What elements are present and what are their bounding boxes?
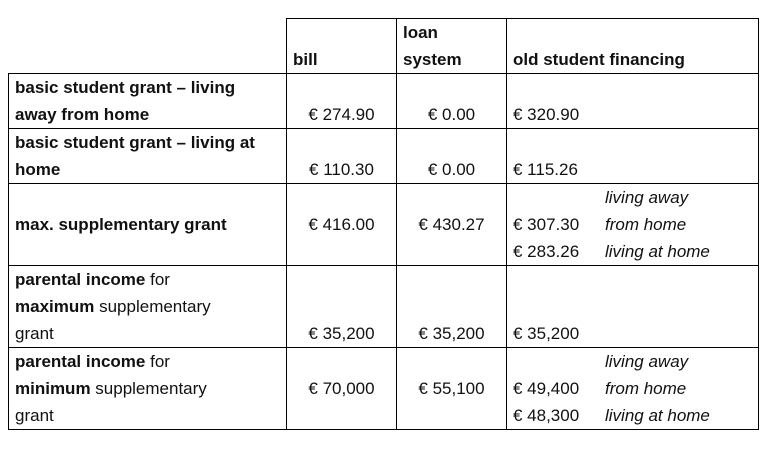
row-label-parental-income-max: parental income for maximum supplementary grant — [9, 266, 287, 348]
cell-bill: € 416.00 — [287, 184, 397, 266]
row-label-basic-grant-away: basic student grant – living away from home — [9, 74, 287, 129]
table-row — [9, 348, 759, 430]
cell-old: € 320.90 — [507, 74, 759, 129]
cell-old — [507, 184, 759, 266]
header-bill: bill — [287, 19, 397, 74]
header-old-student-financing: old student financing — [507, 19, 759, 74]
cell-loan: € 430.27 — [397, 184, 507, 266]
cell-loan: € 0.00 — [397, 129, 507, 184]
old-away-value: € 49,400 — [513, 379, 580, 398]
row-label-max-supplementary: max. supplementary grant — [9, 184, 287, 266]
cell-old: € 35,200 — [507, 266, 759, 348]
note-home: living at home — [605, 406, 710, 425]
header-row — [9, 19, 759, 74]
cell-bill: € 274.90 — [287, 74, 397, 129]
row-label-parental-income-min: parental income for minimum supplementary grant — [9, 348, 287, 430]
table-row — [9, 129, 759, 184]
old-home-value: € 283.26 — [513, 242, 580, 261]
header-empty-cell — [9, 19, 287, 74]
cell-old — [507, 348, 759, 430]
old-away-value: € 307.30 — [513, 215, 580, 234]
student-financing-table — [8, 18, 759, 430]
note-away-line2: from home — [605, 379, 687, 398]
cell-loan: € 55,100 — [397, 348, 507, 430]
header-loan-system: loan system — [397, 19, 507, 74]
old-home-value: € 48,300 — [513, 406, 580, 425]
cell-old: € 115.26 — [507, 129, 759, 184]
note-away-line1: living away — [605, 188, 689, 207]
table-row — [9, 184, 759, 266]
cell-bill: € 110.30 — [287, 129, 397, 184]
note-away-line1: living away — [605, 352, 689, 371]
note-away-line2: from home — [605, 215, 687, 234]
row-label-basic-grant-home: basic student grant – living at home — [9, 129, 287, 184]
table-row — [9, 266, 759, 348]
table-row — [9, 74, 759, 129]
cell-bill: € 70,000 — [287, 348, 397, 430]
note-home: living at home — [605, 242, 710, 261]
cell-bill: € 35,200 — [287, 266, 397, 348]
cell-loan: € 0.00 — [397, 74, 507, 129]
cell-loan: € 35,200 — [397, 266, 507, 348]
